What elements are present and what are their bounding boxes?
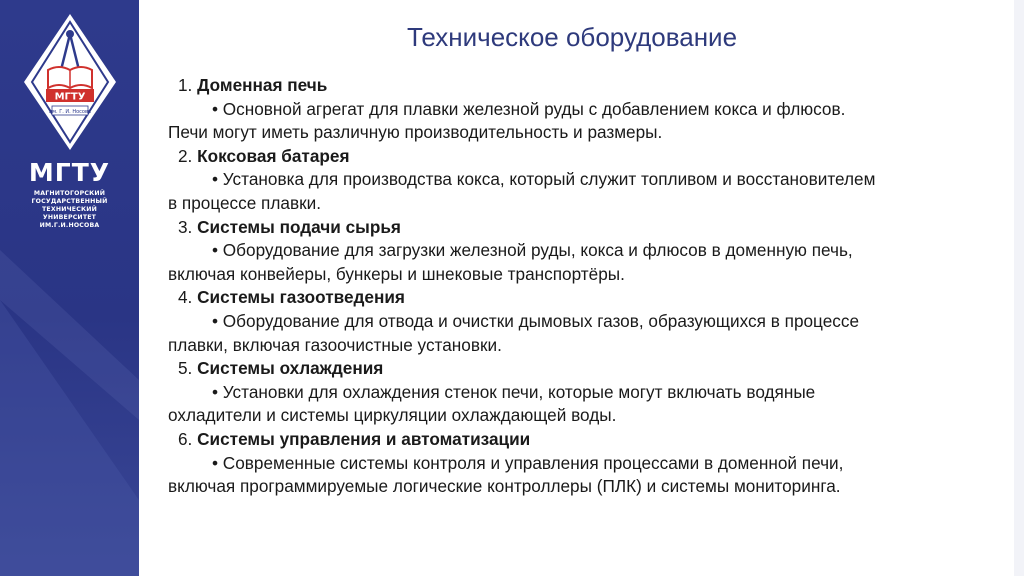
item-heading: Доменная печь <box>197 75 328 95</box>
item-heading: Системы газоотведения <box>197 287 405 308</box>
brand-name: МГТУ <box>28 158 111 187</box>
item-description <box>168 98 968 145</box>
item-heading-row <box>168 357 968 381</box>
item-continuation: включая программируемые логические контроллеры (ПЛК) и системы мониторинга. <box>168 476 841 497</box>
item-heading: Системы подачи сырья <box>197 216 401 237</box>
item-number: 4. <box>178 287 193 308</box>
item-description <box>168 239 968 286</box>
brand-sub-line: ГОСУДАРСТВЕННЫЙ <box>31 198 108 205</box>
item-bullet: • Оборудование для загрузки железной руды, кокса и флюсов в доменную печь, <box>212 240 853 261</box>
item-bullet: • Современные системы контроля и управления процессами в доменной печи, <box>212 452 844 473</box>
item-number: 3. <box>178 216 193 237</box>
item-continuation: включая конвейеры, бункеры и шнековые транспортёры. <box>168 263 625 284</box>
item-bullet: • Установка для производства кокса, который служит топливом и восстановителем <box>212 169 876 190</box>
list-item <box>168 286 968 357</box>
brand-subtitle <box>10 190 129 230</box>
brand-sub-line: ТЕХНИЧЕСКИЙ <box>42 206 97 213</box>
item-bullet: • Установки для охлаждения стенок печи, которые могут включать водяные <box>212 381 816 402</box>
brand-sub-line: МАГНИТОГОРСКИЙ <box>33 190 106 197</box>
item-number: 5. <box>178 358 193 379</box>
item-continuation: охладители и системы циркуляции охлаждающей воды. <box>168 405 617 426</box>
item-continuation: плавки, включая газоочистные установки. <box>168 334 502 355</box>
list-item <box>168 357 968 428</box>
list-item <box>168 145 968 216</box>
item-number: 2. <box>178 145 193 166</box>
item-continuation: в процессе плавки. <box>168 192 321 213</box>
slide-title: Техническое оборудование <box>406 22 738 52</box>
item-number: 1. <box>178 75 193 95</box>
item-description <box>168 381 968 428</box>
item-heading: Системы управления и автоматизации <box>197 428 531 449</box>
item-heading-row <box>168 428 968 452</box>
item-heading-row <box>168 145 968 169</box>
university-logo <box>22 12 118 152</box>
item-bullet: • Оборудование для отвода и очистки дымовых газов, образующихся в процессе <box>212 310 860 331</box>
logo-small-text: им. Г. И. Носова <box>49 109 91 115</box>
item-description <box>168 168 968 215</box>
item-heading-row <box>168 74 968 98</box>
logo-text: МГТУ <box>54 91 86 103</box>
item-description <box>168 452 968 499</box>
item-heading: Коксовая батарея <box>197 145 350 166</box>
brand-sub-line: УНИВЕРСИТЕТ <box>42 214 97 221</box>
item-heading-row <box>168 286 968 310</box>
item-continuation: Печи могут иметь различную производительность и размеры. <box>168 122 663 143</box>
right-decor-stripe <box>994 0 1024 576</box>
list-item <box>168 74 968 145</box>
sidebar-panel <box>0 0 139 576</box>
slide-content <box>168 74 968 499</box>
list-item <box>168 216 968 287</box>
item-bullet: • Основной агрегат для плавки железной руды с добавлением кокса и флюсов. <box>212 98 846 119</box>
list-item <box>168 428 968 499</box>
item-description <box>168 310 968 357</box>
item-heading: Системы охлаждения <box>197 358 384 379</box>
item-heading-row <box>168 216 968 240</box>
item-number: 6. <box>178 428 193 449</box>
brand-sub-line: ИМ.Г.И.НОСОВА <box>39 222 100 229</box>
